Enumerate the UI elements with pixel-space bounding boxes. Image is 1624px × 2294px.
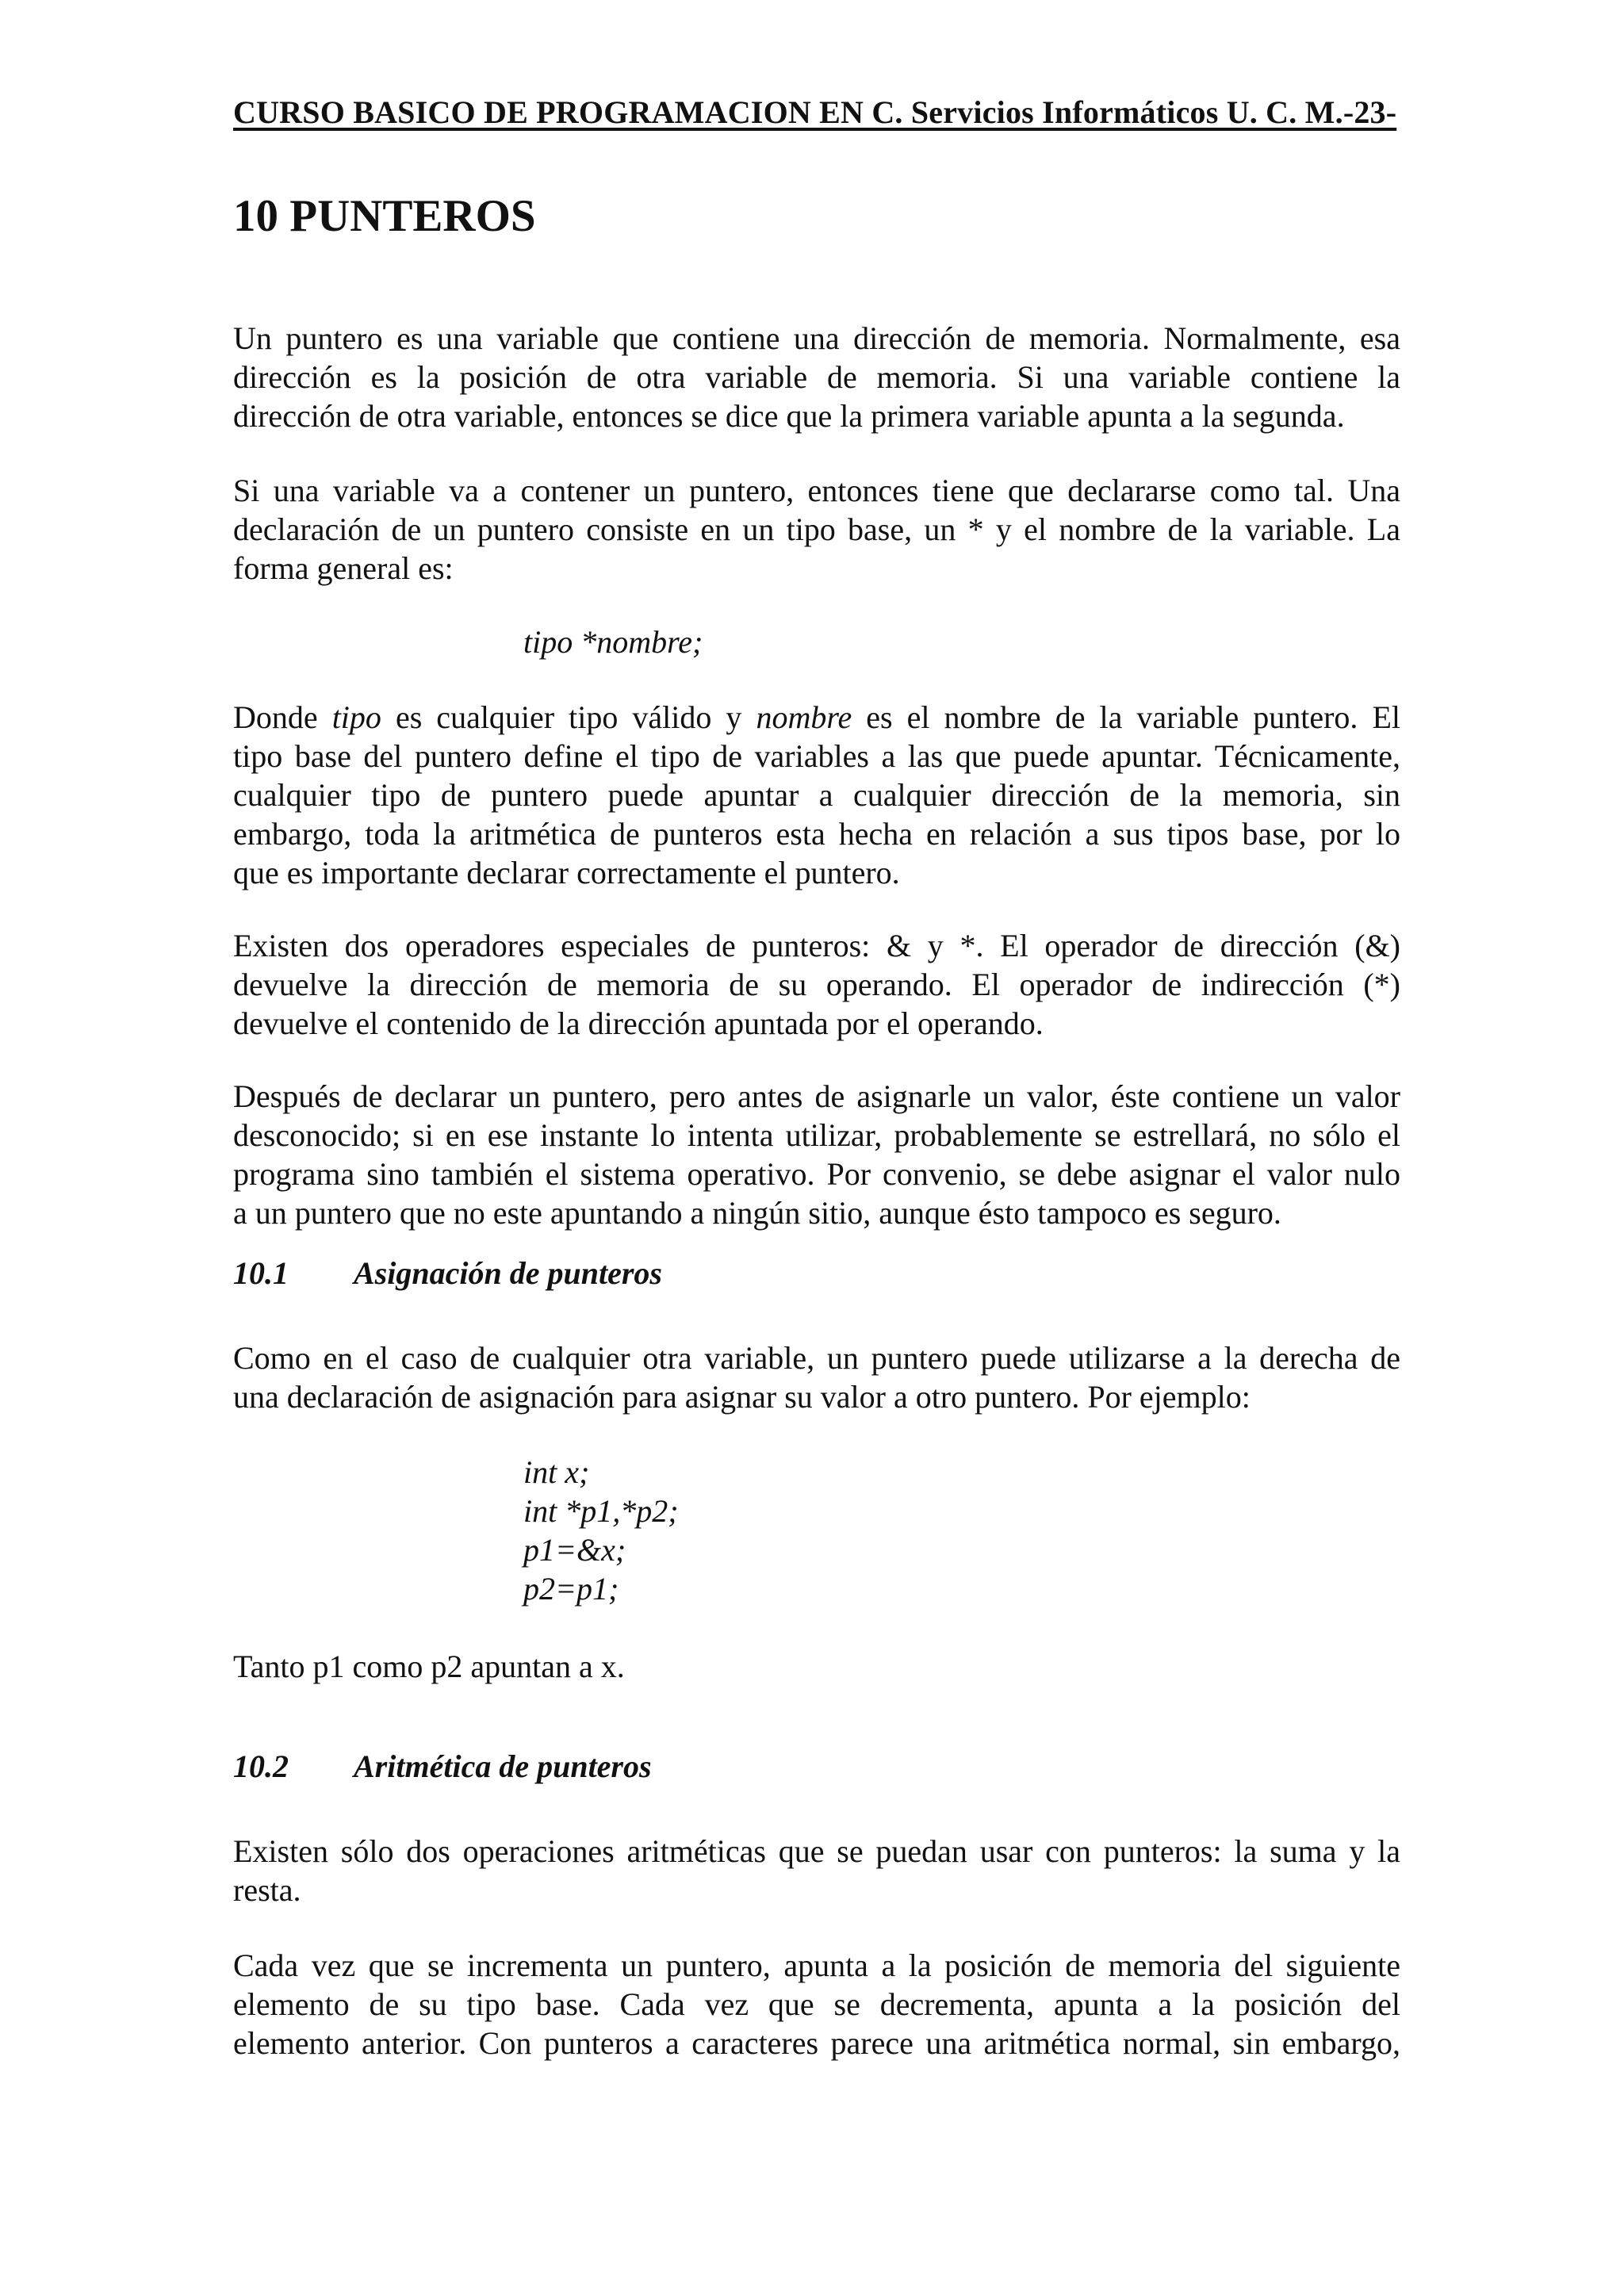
code-line: p1=&x; — [523, 1532, 626, 1568]
text-line — [233, 698, 1400, 737]
code-line: p2=p1; — [523, 1571, 619, 1607]
term-tipo: tipo — [331, 699, 381, 735]
text-fragment: es cualquier tipo válido y — [381, 699, 756, 735]
text-line: Después de declarar un puntero, pero antes de asignarle un valor, éste contiene un valor — [233, 1078, 1400, 1114]
section-title-pointer-assignment — [233, 1254, 662, 1292]
section-title-pointer-arithmetic — [233, 1748, 652, 1785]
paragraph-pointer-declaration — [233, 471, 1400, 588]
code-general-form — [523, 622, 703, 661]
paragraph-pointer-operators — [233, 926, 1400, 1043]
text-line: resta. — [233, 1872, 301, 1908]
paragraph-arithmetic-operations — [233, 1832, 1400, 1909]
section-heading-text: Asignación de punteros — [354, 1255, 662, 1291]
text-line: Cada vez que se incrementa un puntero, apunta a la posición de memoria del siguiente — [233, 1947, 1400, 1983]
section-number: 10.1 — [233, 1255, 289, 1291]
text-line: una declaración de asignación para asignar su valor a otro puntero. Por ejemplo: — [233, 1379, 1251, 1415]
text-line: devuelve la dirección de memoria de su operando. El operador de indirección (*) — [233, 967, 1400, 1002]
section-heading-text: Aritmética de punteros — [354, 1748, 652, 1784]
running-header: CURSO BASICO DE PROGRAMACION EN C. Servicios Informáticos U. C. M.-23- — [233, 94, 1397, 130]
text-line: desconocido; si en ese instante lo intenta utilizar, probablemente se estrellará, no sólo el — [233, 1117, 1400, 1153]
paragraph-both-point-to-x — [233, 1647, 1400, 1686]
paragraph-increment-decrement — [233, 1946, 1400, 2062]
text-line: tipo base del puntero define el tipo de variables a las que puede apuntar. Técnicamente, — [233, 738, 1400, 774]
text-line: Tanto p1 como p2 apuntan a x. — [233, 1649, 625, 1684]
text-line: elemento anterior. Con punteros a caracteres parece una aritmética normal, sin embargo, — [233, 2025, 1400, 2061]
text-line: Si una variable va a contener un puntero, entonces tiene que declararse como tal. Una — [233, 473, 1400, 508]
term-nombre: nombre — [756, 699, 852, 735]
text-line: que es importante declarar correctamente el puntero. — [233, 855, 900, 890]
text-line: programa sino también el sistema operativo. Por convenio, se debe asignar el valor nulo — [233, 1156, 1400, 1192]
paragraph-pointer-definition — [233, 319, 1400, 435]
code-assignment-example — [523, 1453, 679, 1608]
text-line: dirección es la posición de otra variable de memoria. Si una variable contiene la — [233, 359, 1400, 395]
text-line: Un puntero es una variable que contiene una dirección de memoria. Normalmente, esa — [233, 320, 1400, 356]
text-line: Existen sólo dos operaciones aritméticas que se puedan usar con punteros: la suma y la — [233, 1833, 1400, 1869]
text-line: cualquier tipo de puntero puede apuntar a cualquier dirección de la memoria, sin — [233, 777, 1400, 813]
paragraph-type-explanation — [233, 698, 1400, 892]
text-fragment: es el nombre de la variable puntero. El — [852, 699, 1401, 735]
chapter-title: 10 PUNTEROS — [233, 191, 536, 241]
text-line: Como en el caso de cualquier otra variable, un puntero puede utilizarse a la derecha de — [233, 1340, 1400, 1376]
code-line: int *p1,*p2; — [523, 1493, 679, 1529]
text-line: a un puntero que no este apuntando a ningún sitio, aunque ésto tampoco es seguro. — [233, 1195, 1281, 1231]
paragraph-assignment — [233, 1338, 1400, 1416]
code-line: tipo *nombre; — [523, 624, 703, 660]
text-line: elemento de su tipo base. Cada vez que se decrementa, apunta a la posición del — [233, 1986, 1400, 2022]
text-line: declaración de un puntero consiste en un tipo base, un * y el nombre de la variable. La — [233, 511, 1400, 547]
code-line: int x; — [523, 1454, 590, 1490]
text-line: devuelve el contenido de la dirección apuntada por el operando. — [233, 1005, 1044, 1041]
text-line: dirección de otra variable, entonces se dice que la primera variable apunta a la segunda. — [233, 398, 1345, 434]
paragraph-uninitialized-pointer — [233, 1077, 1400, 1232]
text-fragment: Donde — [233, 699, 332, 735]
text-line: Existen dos operadores especiales de punteros: & y *. El operador de dirección (&) — [233, 928, 1400, 963]
section-number: 10.2 — [233, 1748, 289, 1784]
text-line: embargo, toda la aritmética de punteros esta hecha en relación a sus tipos base, por lo — [233, 816, 1400, 852]
text-line: forma general es: — [233, 550, 454, 586]
